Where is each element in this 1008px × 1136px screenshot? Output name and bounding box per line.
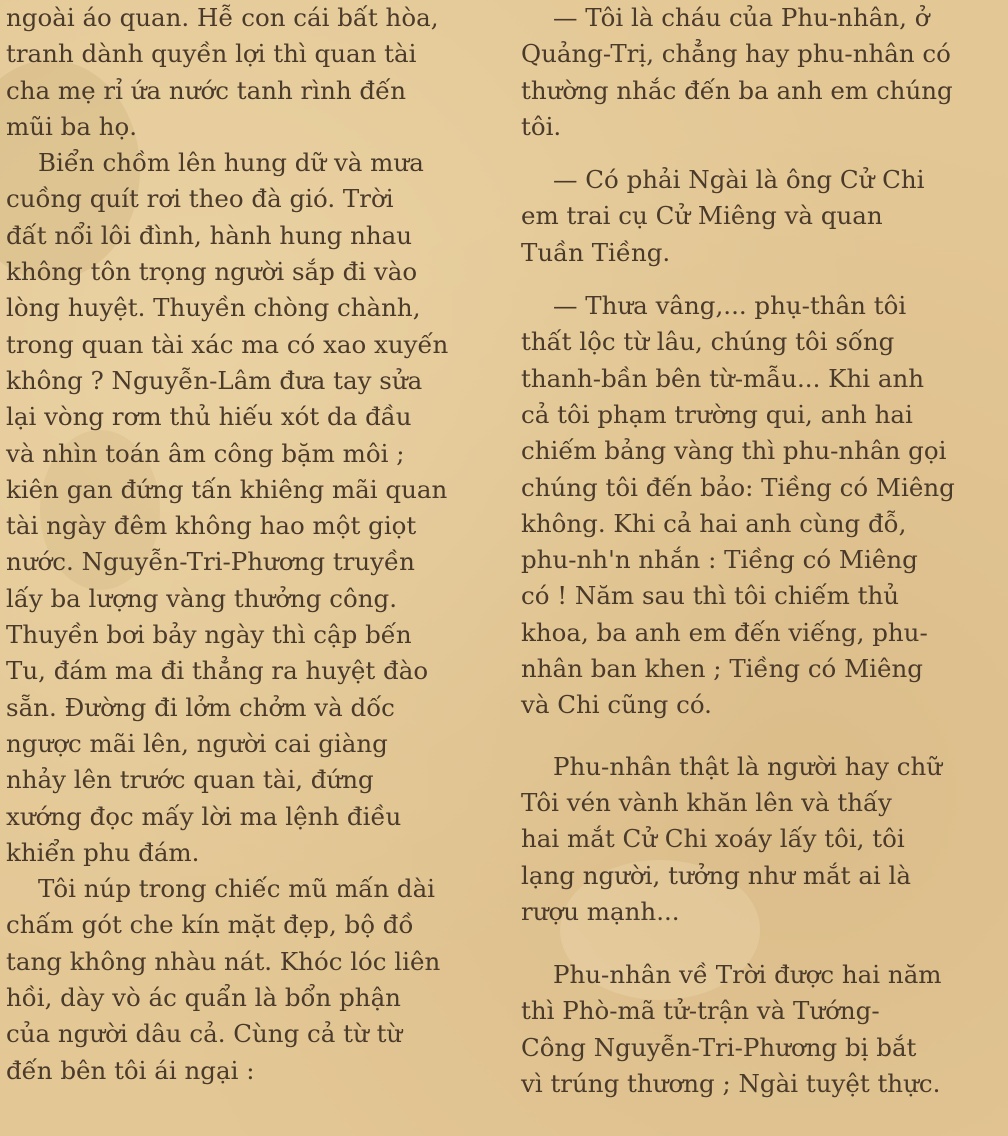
text-line: của người dâu cả. Cùng cả từ từ <box>6 1019 403 1049</box>
text-line: tài ngày đêm không hao một giọt <box>6 511 417 541</box>
paragraph <box>521 288 1001 724</box>
text-line: không ? Nguyễn-Lâm đưa tay sửa <box>6 365 423 395</box>
text-line: nhân ban khen ; Tiềng có Miêng <box>521 654 923 684</box>
text-line: Tôi vén vành khăn lên và thấy <box>521 787 892 817</box>
text-line: Biển chồm lên hung dữ và mưa <box>38 148 424 178</box>
text-line: chiếm bảng vàng thì phu-nhân gọi <box>521 436 947 466</box>
paragraph <box>521 749 1001 930</box>
text-line: thường nhắc đến ba anh em chúng <box>521 75 953 105</box>
text-line: sẵn. Đường đi lởm chởm và dốc <box>6 692 395 722</box>
text-line: — Tôi là cháu của Phu-nhân, ở <box>553 3 930 32</box>
text-line: hai mắt Cử Chi xoáy lấy tôi, tôi <box>521 824 905 854</box>
paragraph <box>521 0 1001 145</box>
text-line: không. Khi cả hai anh cùng đỗ, <box>521 508 907 538</box>
text-line: — Có phải Ngài là ông Cử Chi <box>553 165 925 195</box>
text-line: trong quan tài xác ma có xao xuyến <box>6 329 449 359</box>
text-line: Quảng-Trị, chẳng hay phu-nhân có <box>521 39 951 69</box>
text-line: cha mẹ rỉ ứa nước tanh rình đến <box>6 75 406 105</box>
text-line: Công Nguyễn-Tri-Phương bị bắt <box>521 1032 917 1062</box>
text-line: hồi, dày vò ác quẩn là bổn phận <box>6 983 401 1013</box>
text-line: Phu-nhân về Trời được hai năm <box>553 960 942 990</box>
text-line: và Chi cũng có. <box>521 690 712 720</box>
text-line: lại vòng rơm thủ hiếu xót da đầu <box>6 402 412 432</box>
paragraph <box>521 162 1001 271</box>
text-line: đến bên tôi ái ngại : <box>6 1055 255 1085</box>
text-line: ngược mãi lên, người cai giàng <box>6 728 388 758</box>
text-line: xướng đọc mấy lời ma lệnh điều <box>6 801 402 831</box>
text-line: có ! Năm sau thì tôi chiếm thủ <box>521 581 900 611</box>
paragraph <box>521 957 1001 1102</box>
text-line: Tu, đám ma đi thẳng ra huyệt đào <box>6 656 429 686</box>
text-line: khiển phu đám. <box>6 837 200 867</box>
text-line: và nhìn toán âm công bặm môi ; <box>6 438 405 468</box>
text-line: tranh dành quyền lợi thì quan tài <box>6 39 417 69</box>
text-line: Tôi núp trong chiếc mũ mấn dài <box>38 874 436 904</box>
text-line: tôi. <box>521 111 562 141</box>
text-line: em trai cụ Cử Miêng và quan <box>521 201 883 231</box>
text-line: lạng người, tưởng như mắt ai là <box>521 860 911 890</box>
right-text-column <box>521 0 1001 1102</box>
text-line: cả tôi phạm trường qui, anh hai <box>521 399 913 429</box>
text-line: thất lộc từ lâu, chúng tôi sống <box>521 327 895 357</box>
text-line: lòng huyệt. Thuyền chòng chành, <box>6 293 421 323</box>
text-line: nhảy lên trước quan tài, đứng <box>6 765 374 795</box>
text-line: nước. Nguyễn-Tri-Phương truyền <box>6 547 415 577</box>
text-line: vì trúng thương ; Ngài tuyệt thực. <box>521 1069 941 1099</box>
text-line: — Thưa vâng,... phụ-thân tôi <box>553 291 907 321</box>
text-line: rượu mạnh... <box>521 896 680 926</box>
text-line: ngoài áo quan. Hễ con cái bất hòa, <box>6 3 439 32</box>
text-line: Tuần Tiềng. <box>521 237 671 267</box>
text-line: phu-nh'n nhắn : Tiềng có Miêng <box>521 545 918 575</box>
text-line: đất nổi lôi đình, hành hung nhau <box>6 220 413 250</box>
text-line: khoa, ba anh em đến viếng, phu- <box>521 617 928 647</box>
text-line: chúng tôi đến bảo: Tiềng có Miêng <box>521 472 955 502</box>
text-line: cuồng quít rơi theo đà gió. Trời <box>6 184 394 214</box>
text-line: kiên gan đứng tấn khiêng mãi quan <box>6 474 448 504</box>
left-text-column <box>6 0 500 1089</box>
text-line: mũi ba họ. <box>6 111 138 141</box>
text-line: Thuyền bơi bảy ngày thì cập bến <box>6 620 412 650</box>
text-line: chấm gót che kín mặt đẹp, bộ đồ <box>6 910 414 940</box>
text-line: Phu-nhân thật là người hay chữ <box>553 751 943 781</box>
text-line: thì Phò-mã tử-trận và Tướng- <box>521 996 880 1026</box>
text-line: tang không nhàu nát. Khóc lóc liên <box>6 946 441 976</box>
text-line: không tôn trọng người sắp đi vào <box>6 257 418 287</box>
text-line: thanh-bần bên từ-mẫu... Khi anh <box>521 363 925 393</box>
text-line: lấy ba lượng vàng thưởng công. <box>6 583 397 613</box>
